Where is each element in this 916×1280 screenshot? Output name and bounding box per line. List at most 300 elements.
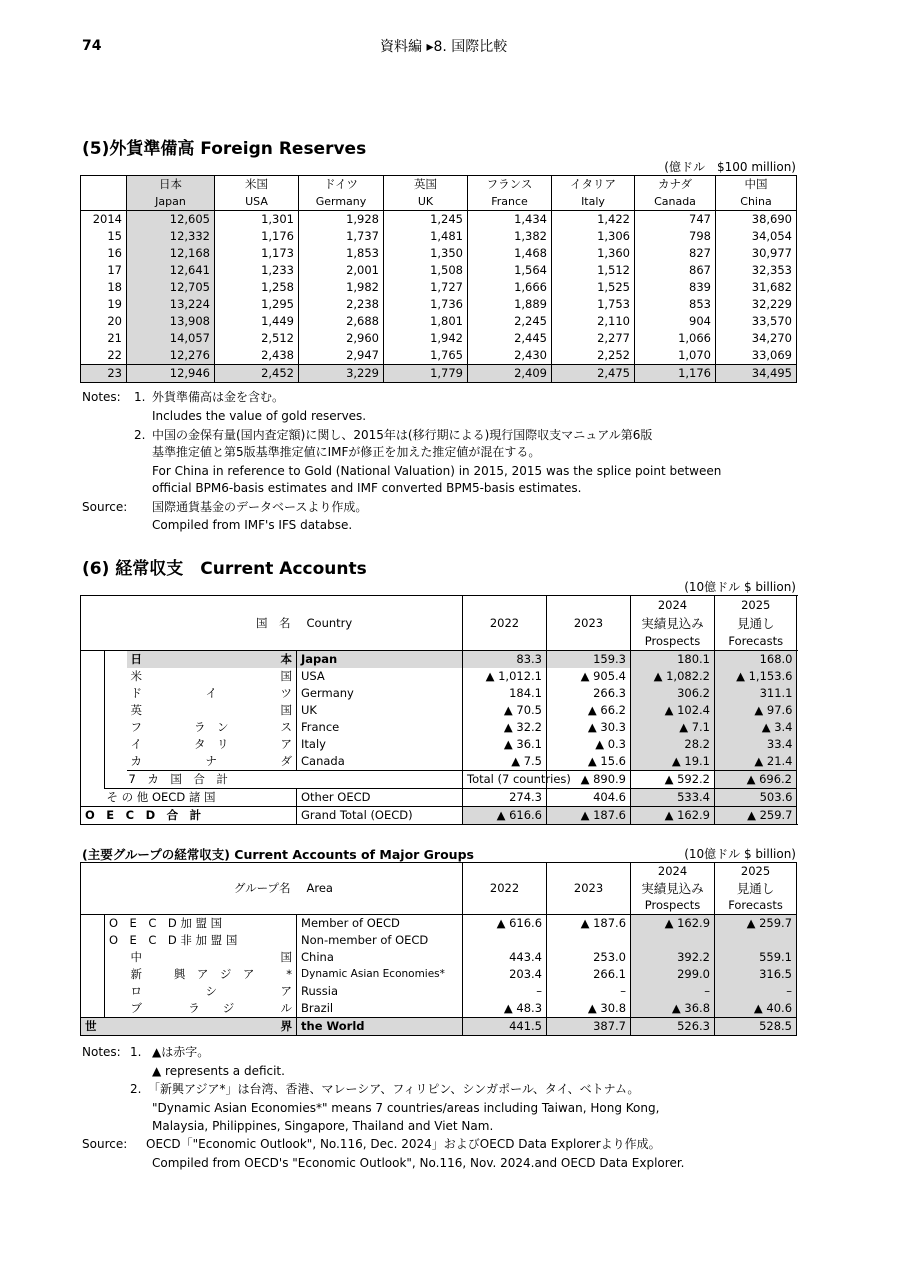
reserves-cell: 1,066 bbox=[635, 330, 716, 347]
row-label-jp-wrap bbox=[131, 719, 293, 736]
reserves-cell: 2,430 bbox=[468, 347, 552, 365]
table-row bbox=[81, 915, 797, 933]
table-row bbox=[81, 262, 797, 279]
value-cell: ▲ 7.1 bbox=[631, 719, 715, 736]
value-cell: 443.4 bbox=[463, 949, 547, 966]
reserves-cell: 1,176 bbox=[635, 365, 716, 383]
reserves-cell: 34,495 bbox=[716, 365, 797, 383]
reserves-col-en: UK bbox=[384, 193, 468, 211]
reserves-cell: 12,946 bbox=[127, 365, 215, 383]
row-label-en: USA bbox=[297, 668, 463, 685]
row-label-jp-wrap bbox=[131, 685, 293, 702]
row-label-jp-last: 界 bbox=[280, 1019, 293, 1033]
value-cell bbox=[547, 932, 631, 949]
row-label-jp-wrap bbox=[131, 651, 293, 668]
row-label-en: China bbox=[297, 949, 463, 966]
reserves-col-jp: ドイツ bbox=[299, 176, 384, 194]
value-cell: ▲ 30.8 bbox=[547, 1000, 631, 1018]
reserves-note2-jp2: 基準推定値と第5版基準推定値にIMFが修正を加えた推定値が混在する。 bbox=[152, 445, 541, 459]
reserves-cell: 1,258 bbox=[215, 279, 299, 296]
value-cell: 266.3 bbox=[547, 685, 631, 702]
reserves-cell: 1,736 bbox=[384, 296, 468, 313]
ca-2025-jp: 見通し bbox=[715, 614, 797, 632]
row-label-jp-first: 日 bbox=[130, 652, 142, 666]
value-cell: ▲ 102.4 bbox=[631, 702, 715, 719]
row-label-jp-mid: ラ ジ bbox=[188, 1001, 235, 1015]
value-cell: 306.2 bbox=[631, 685, 715, 702]
groups-2023-header: 2023 bbox=[547, 863, 631, 915]
row-label-jp-first: カ bbox=[130, 754, 142, 768]
value-cell: ▲ 70.5 bbox=[463, 702, 547, 719]
reserves-cell: 12,168 bbox=[127, 245, 215, 262]
table-row bbox=[81, 279, 797, 296]
reserves-col-jp: 英国 bbox=[384, 176, 468, 194]
row-label-jp-mid: イ bbox=[205, 686, 217, 700]
value-cell: 159.3 bbox=[547, 651, 631, 669]
row-label-jp-last: * bbox=[286, 967, 292, 981]
table-row bbox=[81, 313, 797, 330]
reserves-cell: 2,238 bbox=[299, 296, 384, 313]
indent-cell bbox=[81, 915, 105, 1018]
table-row bbox=[81, 365, 797, 383]
reserves-cell: 1,070 bbox=[635, 347, 716, 365]
groups-unit: (10億ドル $ billion) bbox=[684, 847, 796, 861]
row-label-jp-first: ブ bbox=[130, 1001, 142, 1015]
row-label-jp bbox=[127, 966, 297, 983]
row-label-jp bbox=[127, 685, 297, 702]
groups-2024-jp: 実績見込み bbox=[631, 880, 715, 897]
reserves-cell: 1,295 bbox=[215, 296, 299, 313]
row-label-en: Russia bbox=[297, 983, 463, 1000]
page-number: 74 bbox=[82, 38, 102, 54]
reserves-cell: 14,057 bbox=[127, 330, 215, 347]
table-row bbox=[81, 736, 797, 753]
groups-2022-header: 2022 bbox=[463, 863, 547, 915]
value-cell: ▲ 1,012.1 bbox=[463, 668, 547, 685]
row-label-jp: O E C D 加 盟 国 bbox=[105, 915, 297, 933]
table-row bbox=[81, 1018, 797, 1036]
reserves-cell: 853 bbox=[635, 296, 716, 313]
reserves-cell: 38,690 bbox=[716, 211, 797, 229]
reserves-cell: 2,688 bbox=[299, 313, 384, 330]
ca-unit: (10億ドル $ billion) bbox=[684, 580, 796, 594]
row-label-jp-first: 新 bbox=[130, 967, 142, 981]
table-row bbox=[81, 771, 797, 789]
row-label-en: Dynamic Asian Economies* bbox=[297, 966, 463, 983]
reserves-note2-num: 2. bbox=[134, 428, 146, 442]
value-cell: ▲ 696.2 bbox=[715, 771, 797, 789]
value-cell: 392.2 bbox=[631, 949, 715, 966]
value-cell: – bbox=[631, 983, 715, 1000]
row-label-jp-first: ド bbox=[130, 686, 142, 700]
reserves-col-en: China bbox=[716, 193, 797, 211]
row-label-en: Italy bbox=[297, 736, 463, 753]
row-label-jp-wrap bbox=[131, 736, 293, 753]
reserves-year: 16 bbox=[107, 246, 122, 260]
reserves-cell: 1,753 bbox=[552, 296, 635, 313]
value-cell bbox=[715, 932, 797, 949]
reserves-cell: 839 bbox=[635, 279, 716, 296]
reserves-cell: 2,277 bbox=[552, 330, 635, 347]
table-row bbox=[81, 949, 797, 966]
groups-2024-en: Prospects bbox=[631, 897, 715, 915]
row-label-en: UK bbox=[297, 702, 463, 719]
reserves-cell: 30,977 bbox=[716, 245, 797, 262]
value-cell: – bbox=[715, 983, 797, 1000]
table-row bbox=[81, 753, 797, 771]
row-label-jp-first: フ bbox=[130, 720, 142, 734]
reserves-note1-en: Includes the value of gold reserves. bbox=[152, 409, 367, 423]
table-row bbox=[81, 702, 797, 719]
row-label-jp bbox=[127, 702, 297, 719]
reserves-cell: 2,245 bbox=[468, 313, 552, 330]
value-cell: ▲ 616.6 bbox=[463, 807, 547, 825]
reserves-cell: 2,001 bbox=[299, 262, 384, 279]
groups-header-jp: グループ名 bbox=[233, 881, 291, 895]
reserves-cell: 1,942 bbox=[384, 330, 468, 347]
reserves-year: 17 bbox=[107, 263, 122, 277]
row-label-jp: O E C D 合 計 bbox=[81, 807, 297, 825]
reserves-cell: 1,173 bbox=[215, 245, 299, 262]
reserves-note2-en1: For China in reference to Gold (National Valuation) in 2015, 2015 was the splice point between bbox=[152, 464, 722, 478]
value-cell: 526.3 bbox=[631, 1018, 715, 1036]
value-cell: 559.1 bbox=[715, 949, 797, 966]
row-label-jp-last: ダ bbox=[280, 754, 292, 768]
row-label-jp-first: 英 bbox=[130, 703, 142, 717]
groups-source-label: Source: bbox=[82, 1137, 128, 1151]
row-label-jp-wrap bbox=[131, 1000, 293, 1017]
row-label-jp bbox=[127, 1000, 297, 1018]
row-label-jp-first: 中 bbox=[130, 950, 142, 964]
reserves-cell: 1,449 bbox=[215, 313, 299, 330]
year-header bbox=[81, 176, 127, 194]
reserves-cell: 1,525 bbox=[552, 279, 635, 296]
row-label-jp: そ の 他 OECD 諸 国 bbox=[105, 789, 297, 807]
reserves-cell: 798 bbox=[635, 228, 716, 245]
reserves-notes-label: Notes: bbox=[82, 390, 121, 404]
row-label-en: Other OECD bbox=[297, 789, 463, 807]
table-row bbox=[81, 1000, 797, 1018]
current-accounts-table bbox=[80, 595, 797, 825]
reserves-cell: 1,564 bbox=[468, 262, 552, 279]
table-row bbox=[81, 211, 797, 229]
reserves-col-jp: 米国 bbox=[215, 176, 299, 194]
groups-note2-en2: Malaysia, Philippines, Singapore, Thailand and Viet Nam. bbox=[152, 1119, 494, 1133]
groups-source-jp: OECD「"Economic Outlook", No.116, Dec. 2024」およびOECD Data Explorerより作成。 bbox=[146, 1137, 661, 1151]
value-cell: ▲ 7.5 bbox=[463, 753, 547, 771]
groups-2025-jp: 見通し bbox=[715, 880, 797, 897]
reserves-col-en: France bbox=[468, 193, 552, 211]
reserves-cell: 31,682 bbox=[716, 279, 797, 296]
reserves-col-jp: 日本 bbox=[127, 176, 215, 194]
reserves-cell: 2,960 bbox=[299, 330, 384, 347]
value-cell: ▲ 1,153.6 bbox=[715, 668, 797, 685]
reserves-cell: 1,350 bbox=[384, 245, 468, 262]
value-cell: ▲ 259.7 bbox=[715, 807, 797, 825]
reserves-cell: 2,438 bbox=[215, 347, 299, 365]
reserves-cell: 33,570 bbox=[716, 313, 797, 330]
ca-2025-en: Forecasts bbox=[715, 632, 797, 651]
reserves-title: (5)外貨準備高 Foreign Reserves bbox=[82, 139, 367, 159]
value-cell: ▲ 592.2 bbox=[631, 771, 715, 789]
reserves-cell: 1,306 bbox=[552, 228, 635, 245]
reserves-cell: 1,245 bbox=[384, 211, 468, 229]
table-row bbox=[81, 685, 797, 702]
groups-note2-num: 2. bbox=[130, 1082, 142, 1096]
value-cell: ▲ 3.4 bbox=[715, 719, 797, 736]
value-cell bbox=[463, 932, 547, 949]
groups-title: (主要グループの経常収支) Current Accounts of Major Groups bbox=[82, 847, 474, 862]
table-row bbox=[81, 245, 797, 262]
row-label-jp-mid: ラ ン bbox=[194, 720, 229, 734]
row-label-en: Germany bbox=[297, 685, 463, 702]
row-label-en: Member of OECD bbox=[297, 915, 463, 933]
row-label-jp bbox=[127, 651, 297, 669]
value-cell: 387.7 bbox=[547, 1018, 631, 1036]
ca-2024-header: 2024 bbox=[631, 596, 715, 615]
row-label-jp-last: ル bbox=[280, 1001, 292, 1015]
row-label-jp-wrap bbox=[131, 966, 293, 983]
value-cell: ▲ 36.1 bbox=[463, 736, 547, 753]
reserves-source-en: Compiled from IMF's IFS databse. bbox=[152, 518, 353, 532]
value-cell: 503.6 bbox=[715, 789, 797, 807]
value-cell: 33.4 bbox=[715, 736, 797, 753]
reserves-cell: 2,512 bbox=[215, 330, 299, 347]
reserves-cell: 1,666 bbox=[468, 279, 552, 296]
row-label-jp-wrap bbox=[131, 983, 293, 1000]
row-label-jp bbox=[127, 668, 297, 685]
reserves-year: 22 bbox=[107, 348, 122, 362]
value-cell: ▲ 259.7 bbox=[715, 915, 797, 933]
row-label-en: the World bbox=[297, 1018, 463, 1036]
value-cell: ▲ 40.6 bbox=[715, 1000, 797, 1018]
row-label-jp-mid: 興 ア ジ ア bbox=[173, 967, 255, 981]
ca-country-header-jp: 国 名 bbox=[256, 615, 291, 630]
row-label-jp-first: ロ bbox=[130, 984, 142, 998]
row-label-en: France bbox=[297, 719, 463, 736]
value-cell: ▲ 187.6 bbox=[547, 807, 631, 825]
table-row bbox=[81, 296, 797, 313]
groups-2024-header: 2024 bbox=[631, 863, 715, 881]
value-cell: ▲ 30.3 bbox=[547, 719, 631, 736]
table-row bbox=[81, 330, 797, 347]
groups-note1-num: 1. bbox=[130, 1045, 142, 1059]
row-label-jp: O E C D 非 加 盟 国 bbox=[105, 932, 297, 949]
value-cell: 533.4 bbox=[631, 789, 715, 807]
value-cell: 266.1 bbox=[547, 966, 631, 983]
row-label-jp-last: ア bbox=[280, 737, 292, 751]
row-label-jp-wrap bbox=[131, 753, 293, 770]
value-cell: 253.0 bbox=[547, 949, 631, 966]
row-label-jp-first: イ bbox=[130, 737, 142, 751]
row-label-jp bbox=[127, 983, 297, 1000]
reserves-cell: 12,332 bbox=[127, 228, 215, 245]
reserves-cell: 12,641 bbox=[127, 262, 215, 279]
reserves-cell: 1,727 bbox=[384, 279, 468, 296]
reserves-col-en: Canada bbox=[635, 193, 716, 211]
value-cell: – bbox=[463, 983, 547, 1000]
reserves-year: 15 bbox=[107, 229, 122, 243]
table-row bbox=[81, 719, 797, 736]
value-cell: ▲ 1,082.2 bbox=[631, 668, 715, 685]
value-cell: 184.1 bbox=[463, 685, 547, 702]
value-cell: ▲ 36.8 bbox=[631, 1000, 715, 1018]
reserves-col-en: Germany bbox=[299, 193, 384, 211]
reserves-source-label: Source: bbox=[82, 500, 128, 514]
value-cell: 274.3 bbox=[463, 789, 547, 807]
reserves-cell: 1,737 bbox=[299, 228, 384, 245]
ca-2023-header: 2023 bbox=[547, 596, 631, 651]
groups-header-en: Area bbox=[306, 881, 333, 895]
reserves-year: 2014 bbox=[92, 212, 122, 226]
value-cell: 180.1 bbox=[631, 651, 715, 669]
value-cell: 441.5 bbox=[463, 1018, 547, 1036]
reserves-cell: 1,889 bbox=[468, 296, 552, 313]
groups-2025-header: 2025 bbox=[715, 863, 797, 881]
reserves-note2-en2: official BPM6-basis estimates and IMF converted BPM5-basis estimates. bbox=[152, 481, 582, 495]
reserves-cell: 34,054 bbox=[716, 228, 797, 245]
ca-2024-jp: 実績見込み bbox=[631, 614, 715, 632]
groups-table bbox=[80, 862, 797, 1036]
reserves-col-jp: 中国 bbox=[716, 176, 797, 194]
groups-source-en: Compiled from OECD's "Economic Outlook", No.116, Nov. 2024.and OECD Data Explorer. bbox=[152, 1156, 685, 1170]
reserves-col-en: Japan bbox=[127, 193, 215, 211]
row-label-jp-last: 国 bbox=[280, 703, 292, 717]
reserves-cell: 3,229 bbox=[299, 365, 384, 383]
row-label-en: Grand Total (OECD) bbox=[297, 807, 463, 825]
value-cell: ▲ 162.9 bbox=[631, 807, 715, 825]
reserves-cell: 2,445 bbox=[468, 330, 552, 347]
reserves-cell: 2,252 bbox=[552, 347, 635, 365]
reserves-col-jp: カナダ bbox=[635, 176, 716, 194]
row-label-jp bbox=[127, 753, 297, 771]
value-cell: ▲ 162.9 bbox=[631, 915, 715, 933]
reserves-cell: 1,765 bbox=[384, 347, 468, 365]
reserves-cell: 13,224 bbox=[127, 296, 215, 313]
row-label-jp bbox=[81, 1018, 297, 1036]
row-label-jp-wrap bbox=[131, 668, 293, 685]
reserves-cell: 867 bbox=[635, 262, 716, 279]
reserves-cell: 1,928 bbox=[299, 211, 384, 229]
value-cell: 299.0 bbox=[631, 966, 715, 983]
reserves-unit: (億ドル $100 million) bbox=[664, 160, 796, 174]
row-label-en: Brazil bbox=[297, 1000, 463, 1018]
reserves-cell: 32,353 bbox=[716, 262, 797, 279]
indent-cell bbox=[81, 651, 105, 807]
running-head: 資料編 ▸8. 国際比較 bbox=[380, 39, 508, 55]
value-cell: 83.3 bbox=[463, 651, 547, 669]
row-label-en: Canada bbox=[297, 753, 463, 771]
reserves-cell: 1,382 bbox=[468, 228, 552, 245]
groups-2025-en: Forecasts bbox=[715, 897, 797, 915]
reserves-note1-jp: 外貨準備高は金を含む。 bbox=[152, 390, 285, 404]
table-row bbox=[81, 347, 797, 365]
indent-cell bbox=[105, 949, 127, 1018]
table-row bbox=[81, 651, 797, 669]
reserves-cell: 1,481 bbox=[384, 228, 468, 245]
reserves-cell: 1,512 bbox=[552, 262, 635, 279]
value-cell: ▲ 890.9 bbox=[547, 771, 631, 789]
table-row bbox=[81, 966, 797, 983]
value-cell: ▲ 15.6 bbox=[547, 753, 631, 771]
value-cell: ▲ 97.6 bbox=[715, 702, 797, 719]
reserves-year: 19 bbox=[107, 297, 122, 311]
reserves-note1-num: 1. bbox=[134, 390, 146, 404]
value-cell: ▲ 905.4 bbox=[547, 668, 631, 685]
value-cell: 316.5 bbox=[715, 966, 797, 983]
groups-note2-en1: "Dynamic Asian Economies*" means 7 countries/areas including Taiwan, Hong Kong, bbox=[152, 1101, 660, 1115]
row-label-jp bbox=[127, 719, 297, 736]
table-row bbox=[81, 228, 797, 245]
row-label-jp bbox=[127, 949, 297, 966]
row-label-en: Total (7 countries) bbox=[463, 771, 547, 789]
groups-note2-jp: 「新興アジア*」は台湾、香港、マレーシア、フィリピン、シンガポール、タイ、ベトナム。 bbox=[148, 1082, 640, 1096]
reserves-cell: 827 bbox=[635, 245, 716, 262]
value-cell: 311.1 bbox=[715, 685, 797, 702]
reserves-cell: 904 bbox=[635, 313, 716, 330]
groups-note1-en: ▲ represents a deficit. bbox=[152, 1064, 285, 1078]
reserves-cell: 12,605 bbox=[127, 211, 215, 229]
reserves-cell: 12,705 bbox=[127, 279, 215, 296]
reserves-year: 23 bbox=[81, 365, 127, 383]
reserves-cell: 2,110 bbox=[552, 313, 635, 330]
value-cell: – bbox=[547, 983, 631, 1000]
row-label-en: Japan bbox=[297, 651, 463, 669]
reserves-cell: 2,475 bbox=[552, 365, 635, 383]
reserves-cell: 2,409 bbox=[468, 365, 552, 383]
row-label-jp-first: 世 bbox=[85, 1019, 97, 1033]
row-label-jp-last: ツ bbox=[280, 686, 292, 700]
row-label-jp-first: 米 bbox=[130, 669, 142, 683]
row-label-jp-last: 本 bbox=[280, 652, 292, 666]
ca-2024-en: Prospects bbox=[631, 632, 715, 651]
reserves-cell: 1,422 bbox=[552, 211, 635, 229]
row-label-jp-mid: シ bbox=[205, 984, 217, 998]
row-label-jp: 7 カ 国 合 計 bbox=[127, 771, 463, 789]
reserves-cell: 2,947 bbox=[299, 347, 384, 365]
reserves-cell: 2,452 bbox=[215, 365, 299, 383]
reserves-cell: 1,468 bbox=[468, 245, 552, 262]
row-label-jp-last: 国 bbox=[280, 669, 292, 683]
reserves-col-jp: イタリア bbox=[552, 176, 635, 194]
reserves-year: 21 bbox=[107, 331, 122, 345]
value-cell: 28.2 bbox=[631, 736, 715, 753]
row-label-jp-wrap bbox=[131, 949, 293, 966]
reserves-cell: 1,982 bbox=[299, 279, 384, 296]
reserves-cell: 1,301 bbox=[215, 211, 299, 229]
row-label-jp-last: ス bbox=[280, 720, 292, 734]
row-label-jp-last: ア bbox=[280, 984, 292, 998]
reserves-cell: 1,508 bbox=[384, 262, 468, 279]
row-label-jp-last: 国 bbox=[280, 950, 293, 964]
table-row bbox=[81, 668, 797, 685]
value-cell: 528.5 bbox=[715, 1018, 797, 1036]
reserves-cell: 747 bbox=[635, 211, 716, 229]
row-label-jp-mid: ナ bbox=[205, 754, 217, 768]
ca-2022-header: 2022 bbox=[463, 596, 547, 651]
reserves-cell: 1,360 bbox=[552, 245, 635, 262]
value-cell: ▲ 66.2 bbox=[547, 702, 631, 719]
value-cell: ▲ 19.1 bbox=[631, 753, 715, 771]
table-row bbox=[81, 789, 797, 807]
table-row bbox=[81, 807, 797, 825]
value-cell: 168.0 bbox=[715, 651, 797, 669]
groups-notes-label: Notes: bbox=[82, 1045, 121, 1059]
value-cell: ▲ 0.3 bbox=[547, 736, 631, 753]
indent-cell bbox=[105, 651, 127, 789]
reserves-col-en: Italy bbox=[552, 193, 635, 211]
value-cell: 404.6 bbox=[547, 789, 631, 807]
